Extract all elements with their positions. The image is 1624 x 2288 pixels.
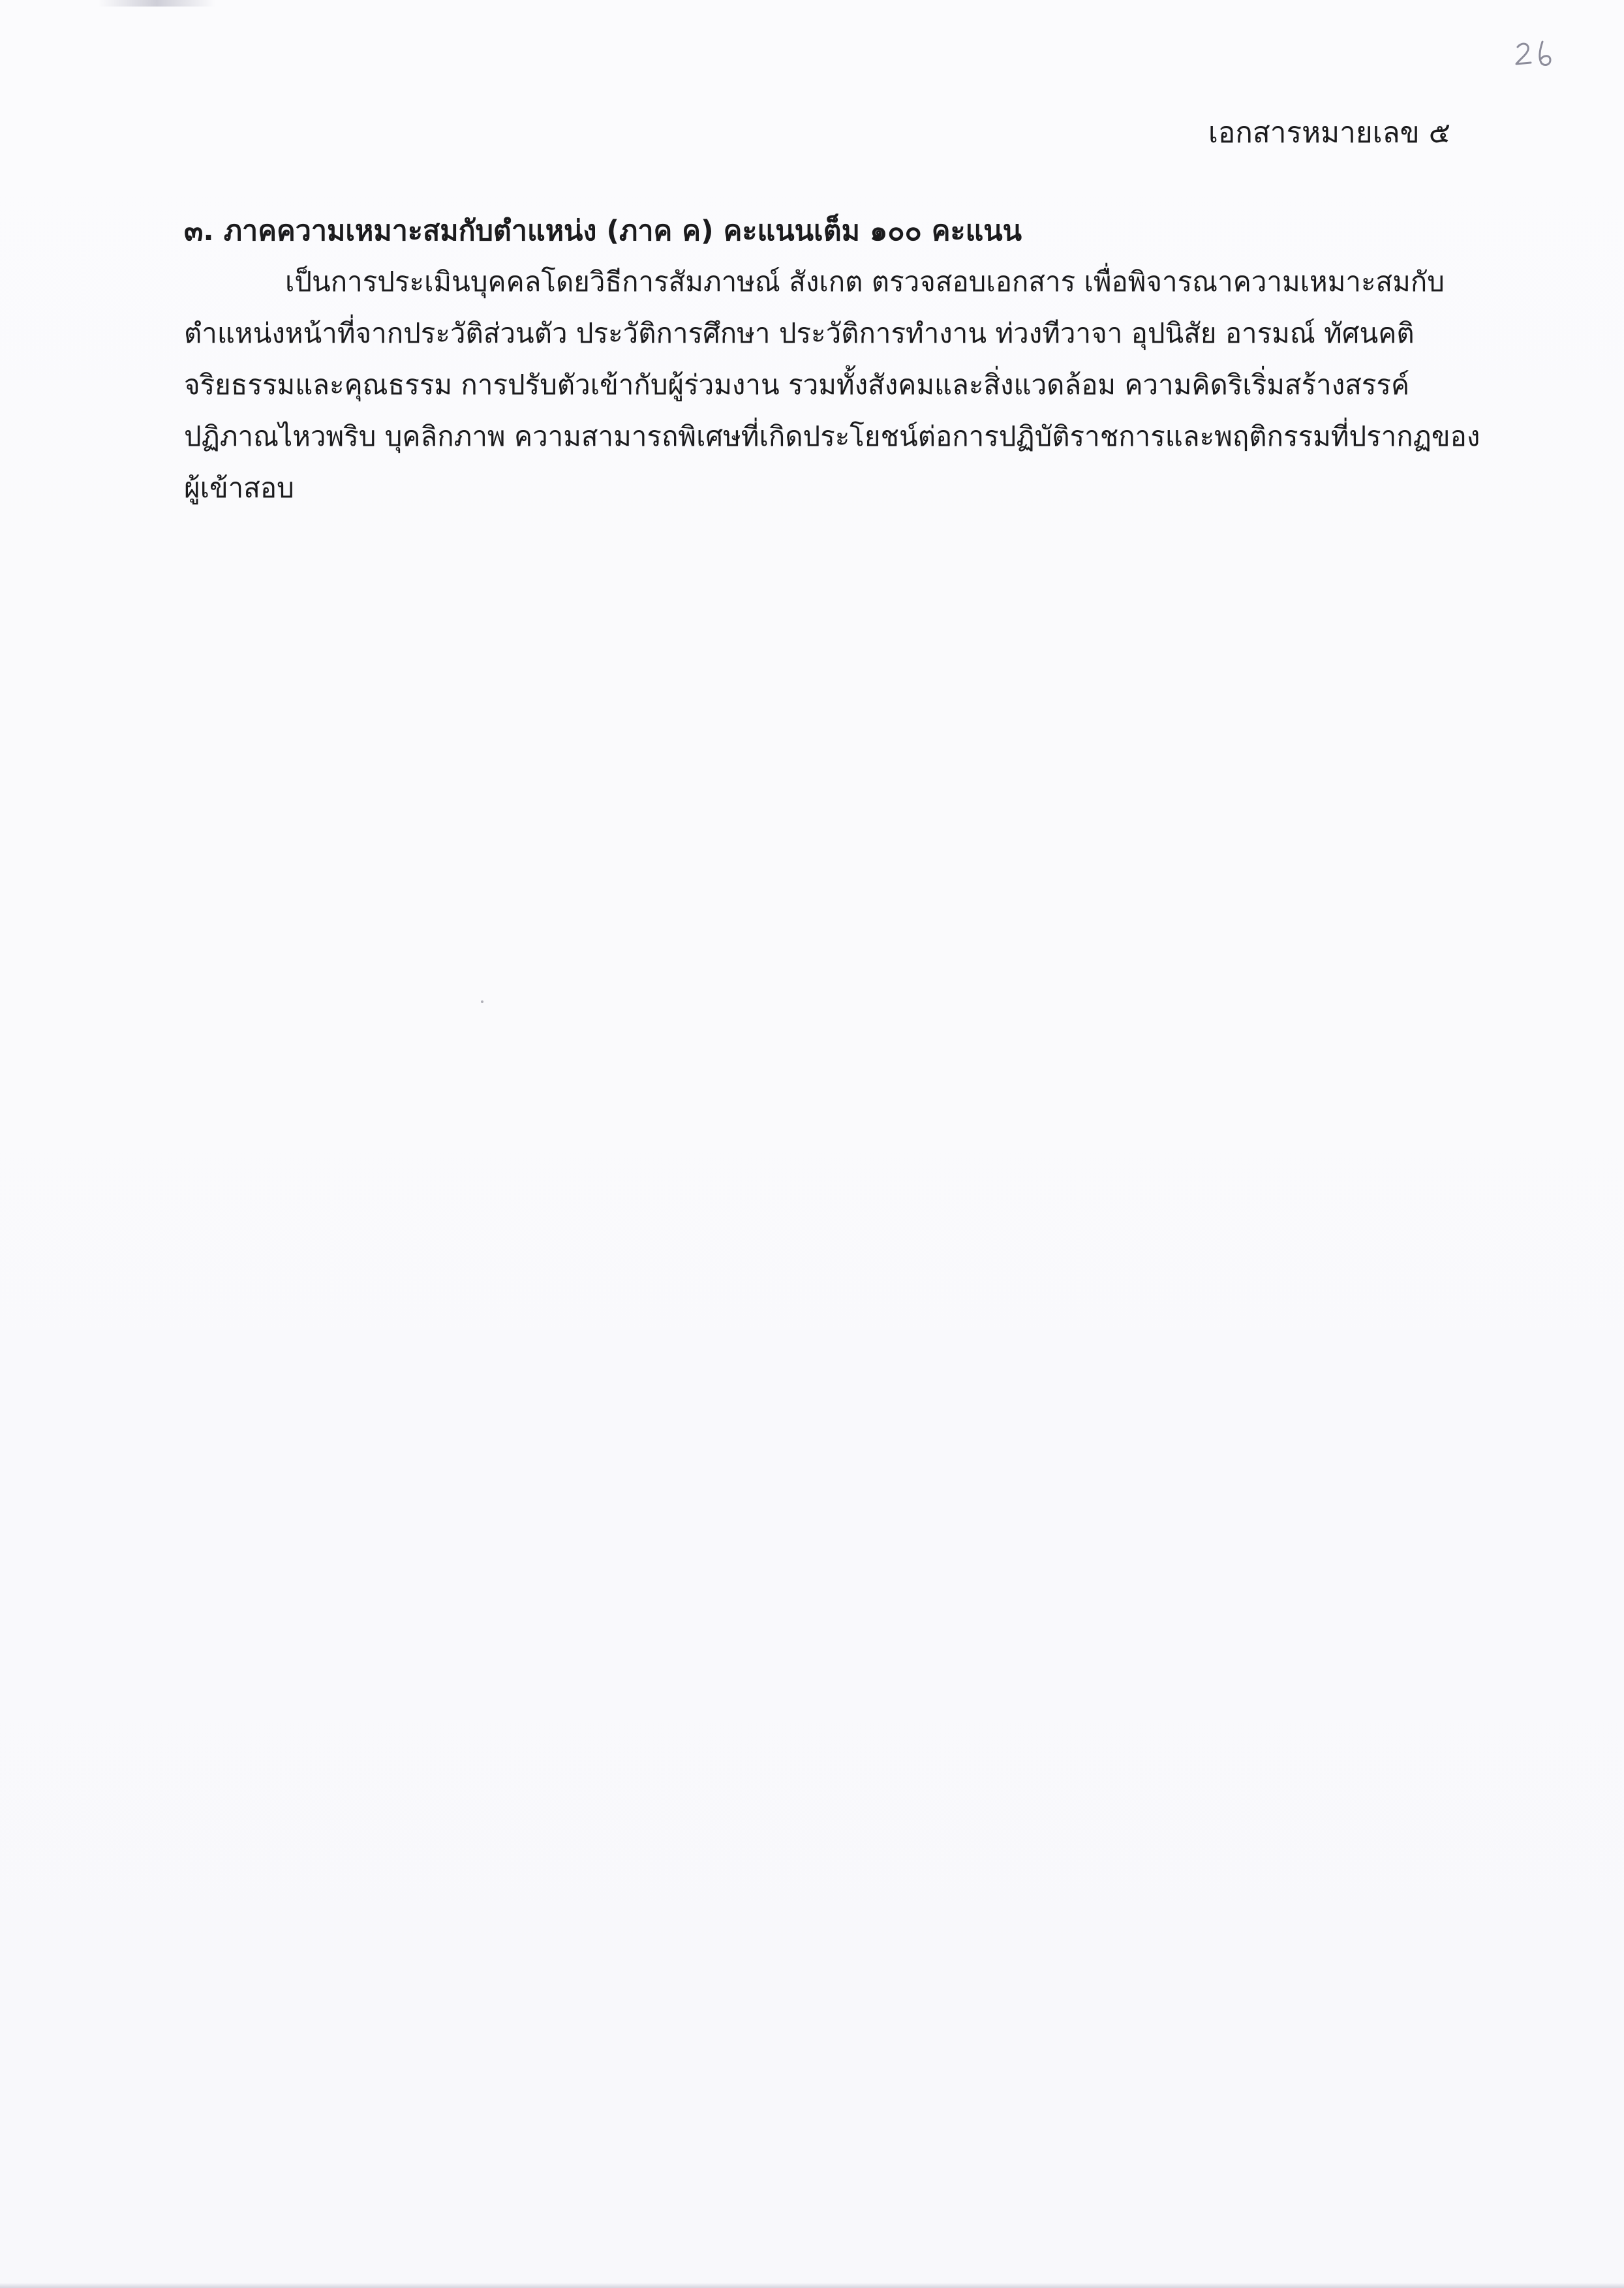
section-heading: ๓. ภาคความเหมาะสมกับตำแหน่ง (ภาค ค) คะแนนเต็ม ๑๐๐ คะแนน [184,215,1022,247]
scan-speck [481,1000,483,1003]
scan-edge-top [98,0,215,7]
document-number: เอกสารหมายเลข ๕ [1208,116,1450,149]
body-line: จริยธรรมและคุณธรรม การปรับตัวเข้ากับผู้ร่วมงาน รวมทั้งสังคมและสิ่งแวดล้อม ความคิดริเริ่มสร้างสรรค์ [184,369,1410,401]
body-line: ผู้เข้าสอบ [184,472,294,504]
body-line: ตำแหน่งหน้าที่จากประวัติส่วนตัว ประวัติการศึกษา ประวัติการทำงาน ท่วงทีวาจา อุปนิสัย อารมณ์ ทัศนคติ [184,317,1415,349]
scan-edge-bottom [0,2283,1624,2288]
body-line: เป็นการประเมินบุคคลโดยวิธีการสัมภาษณ์ สังเกต ตรวจสอบเอกสาร เพื่อพิจารณาความเหมาะสมกับ [285,266,1445,298]
handwritten-page-number [1512,38,1565,70]
body-paragraph [184,256,1480,514]
body-line: ปฏิภาณไหวพริบ บุคลิกภาพ ความสามารถพิเศษที่เกิดประโยชน์ต่อการปฏิบัติราชการและพฤติกรรมที่ปรากฏของ [184,420,1480,452]
